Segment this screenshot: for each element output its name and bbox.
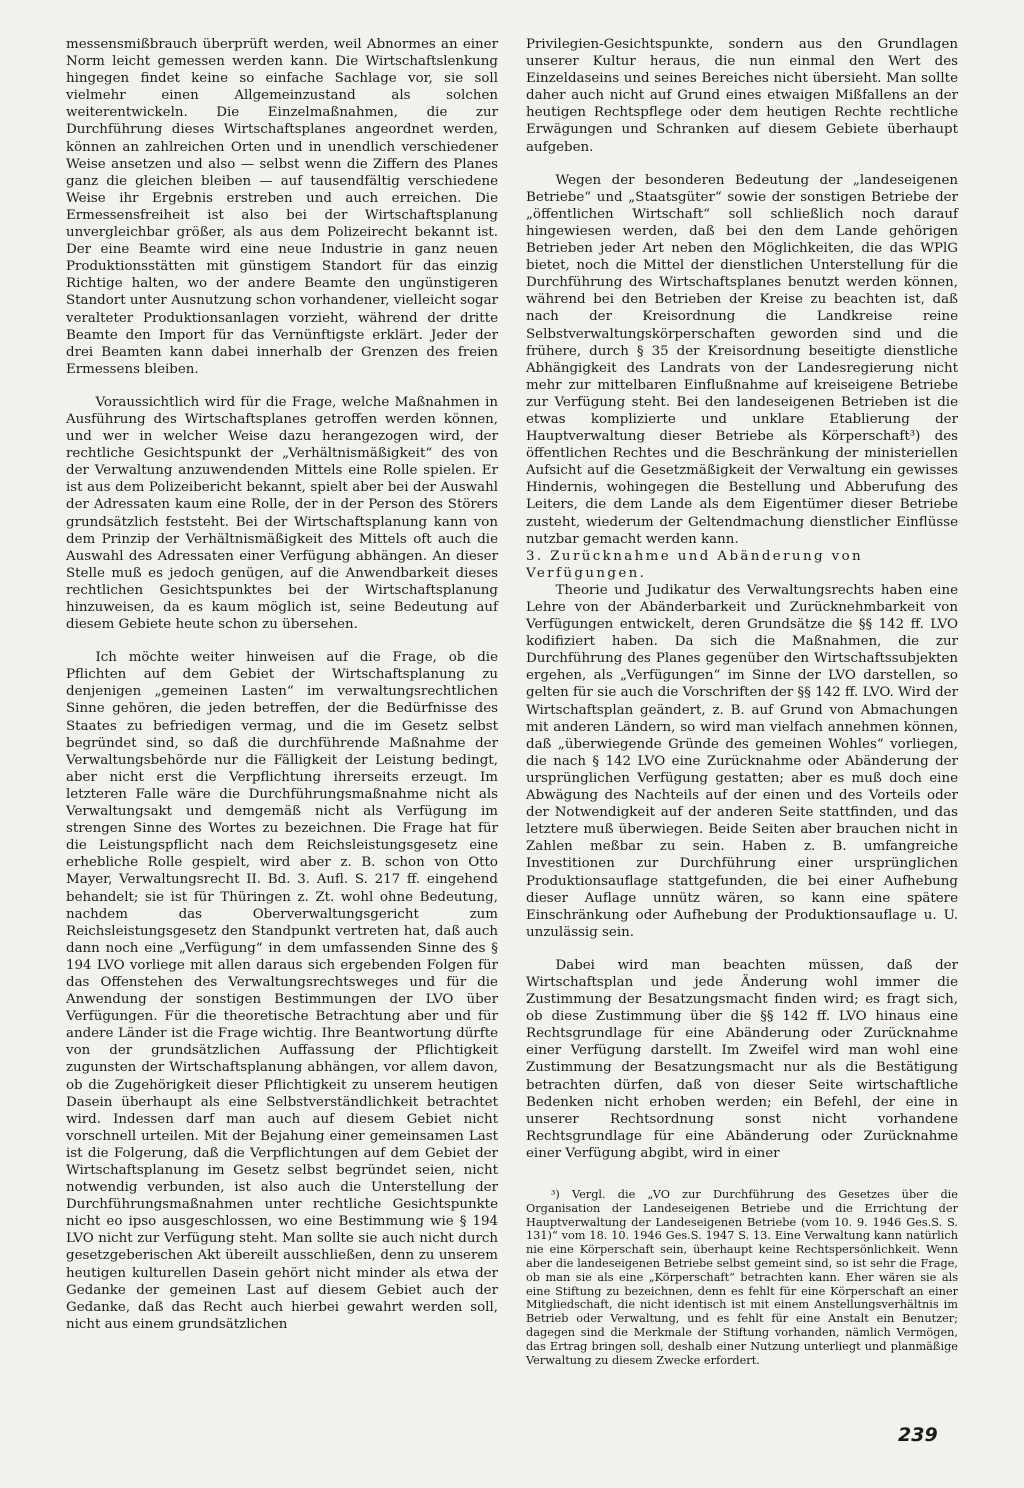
footnote: ³) Vergl. die „VO zur Durchführung des Gesetzes über die Organisation der Landeseigenen Betriebe und die Errichtung der Hauptverwaltung der Landeseigenen Betriebe (vom 10. 9. 1946 Ges.S. S. 131)“ vom 18. 10. 1946 Ges.S. 1947 S. 13. Eine Verwaltung kann natürlich nie eine Körperschaft sein, überhaupt keine Rechtspersönlichkeit. Wenn aber die landeseigenen Betriebe selbst gemeint sind, so ist sehr die Frage, ob man sie als eine „Körperschaft“ betrachten kann. Eher wären sie als eine Stiftung zu bezeichnen, denn es fehlt für eine Körperschaft an einer Mitgliedschaft, die nicht identisch ist mit einem Anstellungsverhältnis im Betrieb oder Verwaltung, und es fehlt für eine Anstalt ein Benutzer; dagegen sind die Merkmale der Stiftung vorhanden, nämlich Vermögen, das Ertrag bringen soll, deshalb einer Nutzung unterliegt und planmäßige Verwaltung zu diesem Zwecke erfordert. xyxy=(526,1188,958,1367)
paragraph: Dabei wird man beachten müssen, daß der Wirtschaftsplan und jede Änderung wohl immer die Zustimmung der Besatzungsmacht finden wird; es fragt sich, ob diese Zustimmung über die §§ 142 ff. LVO hinaus eine Rechtsgrundlage für eine Abänderung oder Zurücknahme einer Verfügung darstellt. Im Zweifel wird man wohl eine Zustimmung der Besatzungsmacht nur als die Bestätigung betrachten dürfen, daß von dieser Seite wirtschaftliche Bedenken nicht erhoben werden; ein Befehl, der eine in unserer Rechtsordnung sonst nicht vorhandene Rechtsgrundlage für eine Abänderung oder Zurücknahme einer Verfügung abgibt, wird in einer xyxy=(526,957,958,1161)
page-number: 239 xyxy=(898,1424,938,1446)
paragraph: messensmißbrauch überprüft werden, weil Abnormes an einer Norm leicht gemessen werden kann. Die Wirtschaftslenkung hingegen findet keine so einfache Sachlage vor, sie soll vielmehr einen Allgemeinzustand als solchen weiterentwickeln. Die Einzelmaßnahmen, die zur Durchführung dieses Wirtschaftsplanes angeordnet werden, können an zahlreichen Orten und in unendlich verschiedener Weise ansetzen und also — selbst wenn die Ziffern des Planes ganz die gleichen bleiben — auf tausendfältig verschiedene Weise ihr Ergebnis erstreben und auch erreichen. Die Ermessensfreiheit ist also bei der Wirtschaftsplanung unvergleichbar größer, als aus dem Polizeirecht bekannt ist. Der eine Beamte wird eine neue Industrie in ganz neuen Produktionsstätten mit günstigem Standort für das einzig Richtige halten, wo der andere Beamte den ungünstigeren Standort unter Ausnutzung schon vorhandener, vielleicht sogar veralteter Produktionsanlagen vorzieht, während der dritte Beamte den Import für das Vernünftigste erklärt. Jeder der drei Beamten kann dabei innerhalb der Grenzen des freien Ermessens bleiben. xyxy=(66,37,498,377)
section-heading: 3. Zurücknahme und Abänderung von Verfügungen. xyxy=(526,548,864,581)
right-column xyxy=(526,36,958,1162)
paragraph: Theorie und Judikatur des Verwaltungsrechts haben eine Lehre von der Abänderbarkeit und Zurücknehmbarkeit von Verfügungen entwickelt, deren Grundsätze die §§ 142 ff. LVO kodifiziert haben. Da sich die Maßnahmen, die zur Durchführung des Planes gegenüber den Wirtschaftssubjekten ergehen, als „Verfügungen“ im Sinne der LVO darstellen, so gelten für sie auch die Vorschriften der §§ 142 ff. LVO. Wird der Wirtschaftsplan geändert, z. B. auf Grund von Abmachungen mit anderen Ländern, so wird man vielfach annehmen können, daß „überwiegende Gründe des gemeinen Wohles“ vorliegen, die nach § 142 LVO eine Zurücknahme oder Abänderung der ursprünglichen Verfügung gestatten; aber es muß doch eine Abwägung des Nachteils auf der einen und des Vorteils oder der Notwendigkeit auf der anderen Seite stattfinden, und das letztere muß überwiegen. Beide Seiten aber brauchen nicht in Zahlen meßbar zu sein. Haben z. B. umfangreiche Investitionen zur Durchführung einer ursprünglichen Produktionsauflage stattgefunden, die bei einer Aufhebung dieser Auflage unnütz wären, so kann eine spätere Einschränkung oder Aufhebung der Produktionsauflage u. U. unzulässig sein. xyxy=(526,582,958,940)
paragraph: Voraussichtlich wird für die Frage, welche Maßnahmen in Ausführung des Wirtschaftsplanes getroffen werden können, und wer in welcher Weise dazu herangezogen wird, der rechtliche Gesichtspunkt der „Verhältnismäßigkeit“ des von der Verwaltung anzuwendenden Mittels eine Rolle spielen. Er ist aus dem Polizeibericht bekannt, spielt aber bei der Auswahl der Adressaten kaum eine Rolle, der in der Person des Störers grundsätzlich feststeht. Bei der Wirtschaftsplanung kann von dem Prinzip der Verhältnismäßigkeit des Mittels oft auch die Auswahl des Adressaten einer Verfügung abhängen. An dieser Stelle muß es jedoch genügen, auf die Anwendbarkeit dieses rechtlichen Gesichtspunktes bei der Wirtschaftsplanung hinzuweisen, da es kaum möglich ist, seine Bedeutung auf diesem Gebiete heute schon zu übersehen. xyxy=(66,394,498,633)
left-column xyxy=(66,36,498,1333)
paragraph: Ich möchte weiter hinweisen auf die Frage, ob die Pflichten auf dem Gebiet der Wirtschaftsplanung zu denjenigen „gemeinen Lasten“ im verwaltungsrechtlichen Sinne gehören, die jeden betreffen, der die Bedürfnisse des Staates zu befriedigen vermag, und die im Gesetz selbst begründet sind, so daß die durchführende Maßnahme der Verwaltungsbehörde nur die Fälligkeit der Leistung bedingt, aber nicht erst die Verpflichtung ihrerseits erzeugt. Im letzteren Falle wäre die Durchführungsmaßnahme nicht als Verwaltungsakt und demgemäß nicht als Verfügung im strengen Sinne des Wortes zu bezeichnen. Die Frage hat für die Leistungspflicht nach dem Reichsleistungsgesetz eine erhebliche Rolle gespielt, wird aber z. B. schon von Otto Mayer, Verwaltungsrecht II. Bd. 3. Aufl. S. 217 ff. eingehend behandelt; sie ist für Thüringen z. Zt. wohl ohne Bedeutung, nachdem das Oberverwaltungsgericht zum Reichsleistungsgesetz den Standpunkt vertreten hat, daß auch dann noch eine „Verfügung“ in dem umfassenden Sinne des § 194 LVO vorliege mit allen daraus sich ergebenden Folgen für das Offenstehen des Verwaltungsrechtsweges und für die Anwendung der sonstigen Bestimmungen der LVO über Verfügungen. Für die theoretische Betrachtung aber und für andere Länder ist die Frage wichtig. Ihre Beantwortung dürfte von der grundsätzlichen Auffassung der Pflichtigkeit zugunsten der Wirtschaftsplanung abhängen, vor allem davon, ob die Zugehörigkeit dieser Pflichtigkeit zu unserem heutigen Dasein überhaupt als eine Selbstverständlichkeit betrachtet wird. Indessen darf man auch auf diesem Gebiet nicht vorschnell urteilen. Mit der Bejahung einer gemeinsamen Last ist die Folgerung, daß die Verpflichtungen auf dem Gebiet der Wirtschaftsplanung im Gesetz selbst begründet seien, nicht notwendig verbunden, ist also auch die Unterstellung der Durchführungsmaßnahmen unter rechtliche Gesichtspunkte nicht eo ipso ausgeschlossen, wo eine Bestimmung wie § 194 LVO nicht zur Verfügung steht. Man sollte sie auch nicht durch gesetzgeberischen Akt übereilt ausschließen, denn zu unserem heutigen kulturellen Dasein gehört nicht minder als etwa der Gedanke der gemeinen Last auf diesem Gebiet auch der Gedanke, daß das Recht auch hierbei gewahrt werden soll, nicht aus einem grundsätzlichen xyxy=(66,650,498,1332)
paragraph: Privilegien-Gesichtspunkte, sondern aus den Grundlagen unserer Kultur heraus, die nun einmal den Wert des Einzeldaseins und seines Bereiches nicht übersieht. Man sollte daher auch nicht auf Grund eines etwaigen Mißfallens an der heutigen Rechtspflege oder dem heutigen Rechte rechtliche Erwägungen und Schranken auf diesem Gebiete überhaupt aufgeben. xyxy=(526,37,958,155)
paragraph: Wegen der besonderen Bedeutung der „landeseigenen Betriebe“ und „Staatsgüter“ sowie der sonstigen Betriebe der „öffentlichen Wirtschaft“ soll schließlich noch darauf hingewiesen werden, daß bei den dem Lande gehörigen Betrieben jeder Art neben den Möglichkeiten, die das WPlG bietet, noch die Mittel der dienstlichen Unterstellung für die Durchführung des Wirtschaftsplanes benutzt werden können, während bei den Betrieben der Kreise zu beachten ist, daß nach der Kreisordnung die Landkreise reine Selbstverwaltungskörperschaften geworden sind und die frühere, durch § 35 der Kreisordnung beseitigte dienstliche Abhängigkeit des Landrats von der Landesregierung nicht mehr zur mittelbaren Einflußnahme auf kreiseigene Betriebe zur Verfügung steht. Bei den landeseigenen Betrieben ist die etwas komplizierte und unklare Etablierung der Hauptverwaltung dieser Betriebe als Körperschaft³) des öffentlichen Rechtes und die Beschränkung der ministeriellen Aufsicht auf die Gesetzmäßigkeit der Verwaltung ein gewisses Hindernis, wohingegen die Bestellung und Abberufung des Leiters, die dem Lande als dem Eigentümer dieser Betriebe zusteht, wiederum der Geltendmachung dienstlicher Einflüsse nutzbar gemacht werden kann. xyxy=(526,172,958,547)
